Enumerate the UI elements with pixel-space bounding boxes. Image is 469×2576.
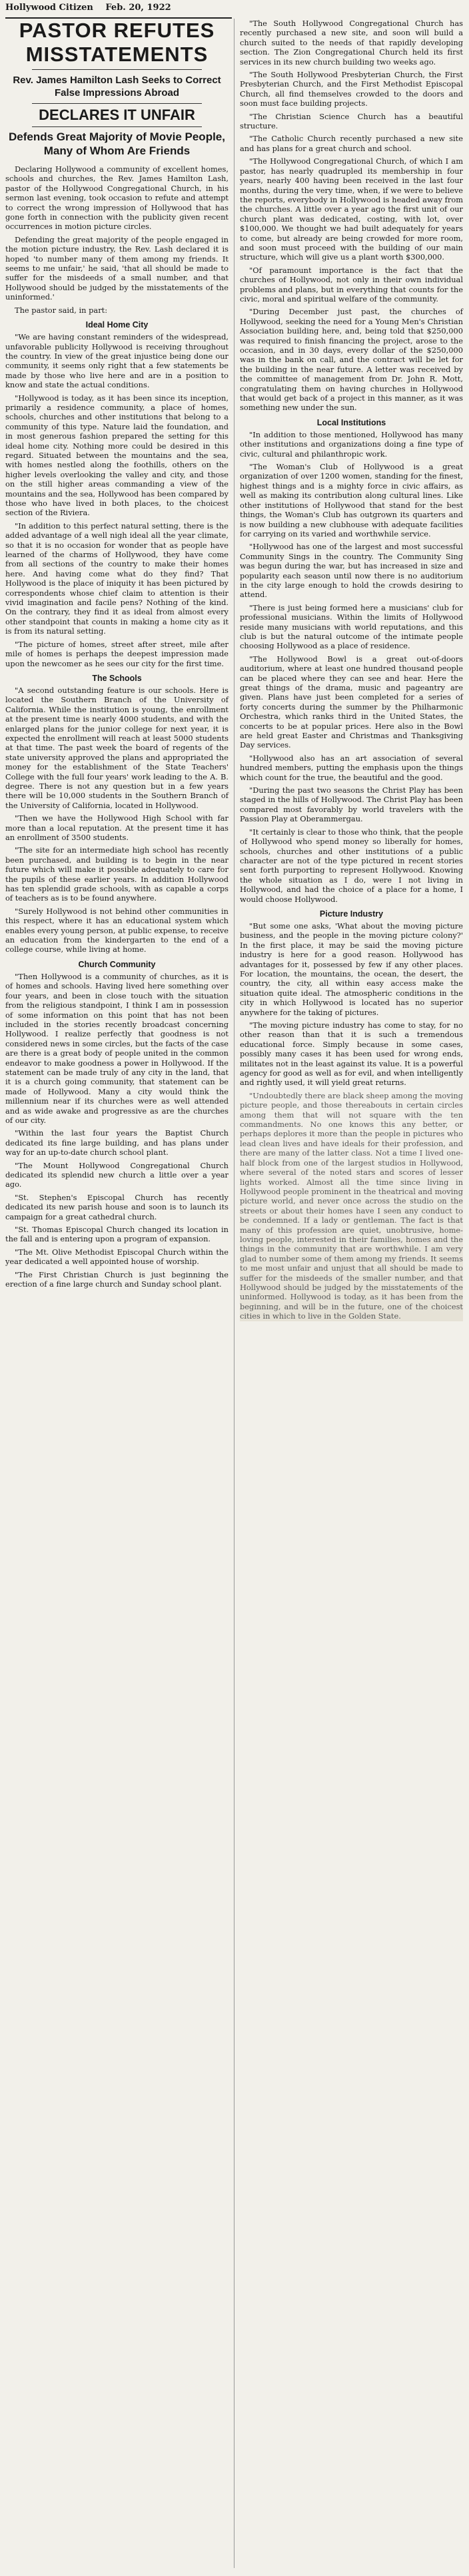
rule [32, 103, 202, 104]
article-paragraph: "St. Stephen's Episcopal Church has recently dedicated its new parish house and soon is to launch its campaign for a great cathedral church. [5, 1192, 229, 1221]
article-paragraph: "The Mount Hollywood Congregational Church dedicated its splendid new church a little over a year ago. [5, 1160, 229, 1189]
issue-date: Feb. 20, 1922 [105, 3, 171, 13]
article-paragraph: "There is just being formed here a musicians' club for professional musicians. Within the limits of Hollywood reside many musicians with world reputations, and this club is but the natural outcome of the intimate people choosing Hollywood as a place of residence. [240, 602, 463, 651]
article-paragraph: "The South Hollywood Presbyterian Church, the First Presbyterian Church, and the First Methodist Episcopal Church, all find themselves crowded to the doors and soon must face building projects. [240, 70, 463, 108]
article-paragraph: "The Woman's Club of Hollywood is a great organization of over 1200 women, standing for the finest, highest things and is a mighty force in civic affairs, as well as making its contribution along cultural lines. Like other institutions of Hollywood that stand for the best things, the Woman's Club has outgrown its quarters and is now building a new clubhouse with adequate facilities for carrying on its varied and worthwhile service. [240, 462, 463, 538]
article-paragraph: "The Mt. Olive Methodist Episcopal Church within the year dedicated a well appointed house of worship. [5, 1247, 229, 1267]
headline-line-1: PASTOR REFUTES [19, 19, 215, 42]
section-subhead: Church Community [78, 959, 156, 969]
deck-subhead-1: Rev. James Hamilton Lash Seeks to Correct False Impressions Abroad [13, 75, 221, 99]
article-paragraph: "The picture of homes, street after street, mile after mile of homes is perhaps the deepest impression made upon the newcomer as he sees our city for the first time. [5, 639, 229, 668]
article-paragraph: Defending the great majority of the people engaged in the motion picture industry, the Rev. Lash declared it is hoped 'to number many of them among my friends. It seems to me unfair,' he said, 'that all should be made to suffer for the misdeeds of a small number, and that Hollywood should be judged by the misstatements of the uninformed.' [5, 234, 229, 302]
article-paragraph: "Hollywood also has an art association of several hundred members, putting the emphasis upon the things which count for the true, the beautiful and the good. [240, 753, 463, 782]
article-paragraph: "It certainly is clear to those who think, that the people of Hollywood who spend money so liberally for homes, schools, churches and other institutions of a public character are not of the type pictured in recent stories sent forth purporting to represent Hollywood. Knowing the whole situation as I do, were I not living in Hollywood, and had the choice of a place for a home, I would choose Hollywood. [240, 827, 463, 904]
rule [32, 69, 202, 70]
deck-subhead-2: DECLARES IT UNFAIR [39, 107, 195, 123]
article-paragraph: "The South Hollywood Congregational Church has recently purchased a new site, and soon will build a church suited to the needs of that rapidly developing section. The Zion Congregational Church held its first services in its new church building two weeks ago. [240, 19, 463, 67]
newspaper-name: Hollywood Citizen [5, 3, 93, 13]
article-paragraph: "Then we have the Hollywood High School with far more than a local reputation. At the present time it has an enrollment of 3500 students. [5, 813, 229, 842]
article-paragraph: "Hollywood has one of the largest and most successful Community Sings in the country. The Community Sing was begun during the war, but has increased in size and popularity each season until now there is no auditorium in the city large enough to hold the crowds desiring to attend. [240, 542, 463, 600]
headline-line-2: MISSTATEMENTS [25, 43, 209, 66]
article-paragraph: "The moving picture industry has come to stay, for no other reason than that it is such a tremendous educational force. Simply because in some cases, possibly many cases it has been used for wrong ends, militates not in the least against its value. It is a powerful agency for good as well as for evil, and when intelligently and rightly used, it will yield great returns. [240, 1020, 463, 1088]
section-subhead: The Schools [92, 673, 142, 683]
article-paragraph: "The Christian Science Church has a beautiful structure. [240, 111, 463, 131]
article-paragraph: "The Hollywood Congregational Church, of which I am pastor, has nearly quadrupled its membership in four years, nearly 400 having been received in the last four months, during the very time, when, if we were to believe the reports, everybody in Hollywood is headed away from the churches. A little over a year ago the first unit of our church plant was dedicated, costing, with lot, over $100,000. We thought we had built adequately for years to come, but already are being crowded for more room, and soon must proceed with the building of our main structure, which will give us a plant worth $300,000. [240, 156, 463, 262]
article-paragraph: The pastor said, in part: [15, 305, 108, 315]
left-column [5, 19, 229, 1292]
article-paragraph: "Hollywood is today, as it has been since its inception, primarily a residence community, a place of homes, schools, churches and other institutions that belong to a community of this type. Nature laid the foundation, and in most generous fashion prepared the setting for this ideal home city. Nothing more could be desired in this regard. Situated between the mountains and the sea, with homes nestled along the foothills, others on the higher levels overlooking the valley and city, and those on the still higher areas commanding a view of the mountains and the sea, Hollywood has been compared by those who have lived in both places, to the choicest section of the Riviera. [5, 393, 229, 518]
article-paragraph: "The First Christian Church is just beginning the erection of a fine large church and Sunday school plant. [5, 1269, 229, 1289]
article-paragraph: Declaring Hollywood a community of excellent homes, schools and churches, the Rev. James Hamilton Lash, pastor of the Hollywood Congregational Church, in his sermon last evening, took occasion to refute and attempt to correct the wrong impression of Hollywood that has gone forth in connection with the publicity given recent occurrences in motion picture circles. [5, 164, 229, 232]
article-paragraph: "But some one asks, 'What about the moving picture business, and the people in the moving picture colony?' In the first place, it may be said the moving picture industry is here for a good reason. Hollywood has advantages for it, possessed by few if any other places. For location, the mountains, the ocean, the desert, the country, the city, all within easy access make the situation quite ideal. The atmospheric conditions in the city in which Hollywood is located has no superior anywhere for the taking of pictures. [240, 921, 463, 1017]
article-paragraph: "During December just past, the churches of Hollywood, seeking the need for a Young Men's Christian Association building here, and, being told that $250,000 was required to finish financing the project, arose to the occasion, and in 30 days, every dollar of the $250,000 was in the bank on call, and the contract will be let for the building in the near future. A letter was received by the committee of management from Dr. John R. Mott, congratulating them on having churches in Hollywood that would get back of a project in this manner, as it was something new under the sun. [240, 307, 463, 413]
article-paragraph: "Of paramount importance is the fact that the churches of Hollywood, not only in their own individual problems and plans, but in everything that counts for the civic, moral and spiritual welfare of the community. [240, 265, 463, 304]
article-paragraph: "In addition to those mentioned, Hollywood has many other institutions and organizations doing a fine type of civic, cultural and philanthropic work. [240, 429, 463, 459]
article-paragraph: "We are having constant reminders of the widespread, unfavorable publicity Hollywood is receiving throughout the country. In view of the great injustice being done our community, it seems only right that a few statements be made by those who live here and are in a position to know and state the actual conditions. [5, 332, 229, 390]
article-paragraph: "The site for an intermediate high school has recently been purchased, and building is to begin in the near future which will make it possible adequately to care for the pupils of these earlier years. In addition Hollywood has ten splendid grade schools, with as capable a corps of teachers as is to be found anywhere. [5, 845, 229, 903]
article-paragraph: "The Hollywood Bowl is a great out-of-doors auditorium, where at least one hundred thousand people can be placed where they can see and hear. Here the great things of the drama, music and pageantry are given. Plans have just been completed for a series of forty concerts during the summer by the Philharmonic Orchestra, which ranks third in the United States, the concerts to be at popular prices. Here also in the Bowl are held great Easter and Christmas and Thanksgiving Day services. [240, 654, 463, 750]
article-paragraph: "St. Thomas Episcopal Church changed its location in the fall and is entering upon a program of expansion. [5, 1225, 229, 1244]
article-paragraph: "Within the last four years the Baptist Church dedicated its fine large building, and has plans under way for an up-to-date church school plant. [5, 1128, 229, 1158]
article-paragraph: "Undoubtedly there are black sheep among the moving picture people, and those thereabouts in certain circles among them that will not square with the ten commandments. No one knows this any better, or perhaps deplores it more than the people in pictures who lead clean lives and have ideals for their profession, and there are many of the latter class. Not a time I lived one-half block from one of the largest studios in Hollywood, where several of the noted stars and scores of lesser lights worked. Almost all the time since living in Hollywood people prominent in the theatrical and moving picture world, and never once across the studio on the streets or about their homes have I seen any conduct to be condemned. If a lady or gentleman. The fact is that many of this profession are quiet, unobtrusive, home-loving people, interested in their families, homes and the things in the community that are worthwhile. I am very glad to number some of them among my friends. It seems to me most unfair and unjust that all should be made to suffer for the misdeeds of the smaller number, and that Hollywood should be judged by the misstatements of the uninformed. Hollywood is today, as it has been from the beginning, and will be in the future, one of the choicest cities in which to live in the Golden State. [240, 1090, 463, 1321]
article-paragraph: "Surely Hollywood is not behind other communities in this respect, where it has an educational system which enables every young person, at public expense, to receive an education from the kindergarten to the end of a college course, while living at home. [5, 906, 229, 955]
rule [32, 126, 202, 127]
deck-subhead-3: Defends Great Majority of Movie People, Many of Whom Are Friends [9, 130, 225, 157]
section-subhead: Picture Industry [319, 909, 384, 919]
article-paragraph: "Then Hollywood is a community of churches, as it is of homes and schools. Having lived here something over four years, and been in close touch with the situation from the religious standpoint, I think I am in possession of some information on this point that has not been included in the stories recently broadcast concerning Hollywood. I realize perfectly that goodness is not considered news in some circles, but the facts of the case are there is a great body of people united in the common endeavor to make goodness a power in Hollywood. If the statement can be made truly of any city in the land, that it is a church going community, that statement can be made of Hollywood. Many a city would think the millennium near if its churches were as well attended and as wide awake and progressive as are the churches of our city. [5, 971, 229, 1125]
article-paragraph: "In addition to this perfect natural setting, there is the added advantage of a well nigh ideal all the year climate, so that it is no occasion for wonder that as people have learned of the charms of Hollywood, they have come from all sections of the country to make their homes here. And having come what do they find? That Hollywood is the place of iniquity it has been pictured by correspondents whose chief claim to attention is their vivid imagination and facile pens? Nothing of the kind. On the contrary, they find it as ideal from almost every other standpoint that counts in making a home city as it is from its natural setting. [5, 521, 229, 636]
article-paragraph: "The Catholic Church recently purchased a new site and has plans for a great church and school. [240, 134, 463, 153]
article-paragraph: "A second outstanding feature is our schools. Here is located the Southern Branch of the University of California. While the institution is young, the enrollment at the present time is nearly 4000 students, and with the enlarged plans for the junior college for next year, it is expected the enrollment will reach at least 5000 students at that time. The past week the board of regents of the state university approved the plans and appropriated the money for the establishment of the State Teachers' College with the full four years' work leading to the A. B. degree. There is not any question but in a few years there will be 10,000 students in the Southern Branch of the University of California, located in Hollywood. [5, 685, 229, 810]
masthead [5, 3, 232, 19]
section-subhead: Local Institutions [316, 417, 386, 427]
right-column [240, 19, 463, 1325]
section-subhead: Ideal Home City [85, 320, 149, 330]
article-paragraph: "During the past two seasons the Christ Play has been staged in the hills of Hollywood. The Christ Play has been compared most favorably by world travelers with the Passion Play at Oberammergau. [240, 785, 463, 824]
